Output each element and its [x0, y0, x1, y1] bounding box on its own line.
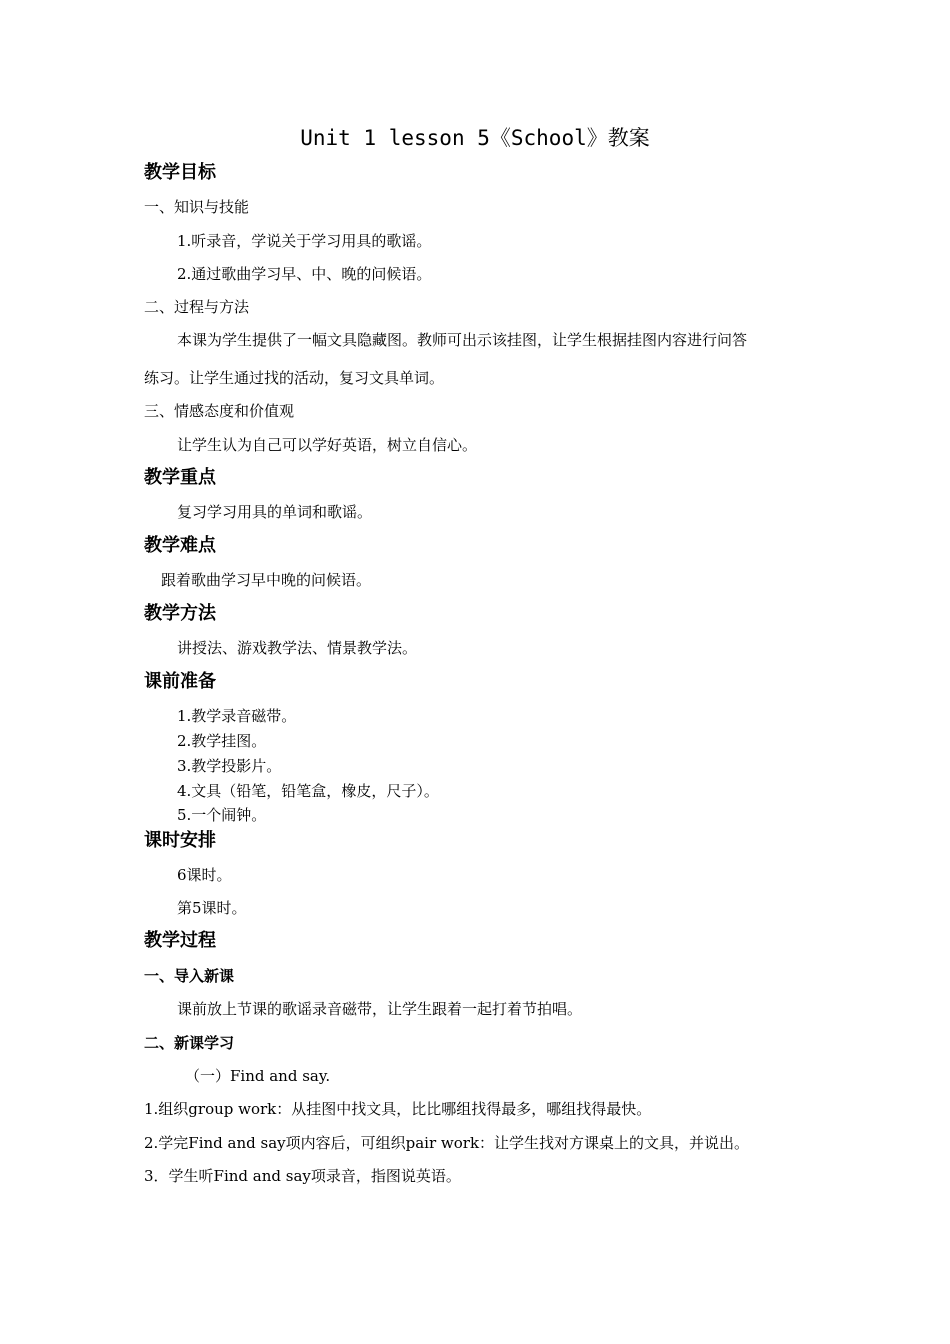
objectives-heading: 教学目标 — [144, 162, 216, 183]
list-item: 3.教学投影片。 — [177, 757, 282, 775]
attitude-values-heading: 三、情感态度和价值观 — [144, 402, 295, 420]
process-heading: 教学过程 — [144, 930, 216, 951]
process-method-heading: 二、过程与方法 — [144, 298, 250, 316]
step-heading: 二、新课学习 — [144, 1034, 235, 1052]
paragraph: 6课时。 — [177, 866, 232, 884]
preparation-heading: 课前准备 — [144, 671, 216, 692]
paragraph: 第5课时。 — [177, 899, 247, 917]
paragraph: 复习学习用具的单词和歌谣。 — [177, 503, 373, 521]
paragraph: 让学生认为自己可以学好英语，树立自信心。 — [177, 436, 478, 454]
step-heading: 一、导入新课 — [144, 967, 235, 985]
key-points-heading: 教学重点 — [144, 467, 216, 488]
paragraph: 课前放上节课的歌谣录音磁带，让学生跟着一起打着节拍唱。 — [177, 1000, 583, 1018]
list-item: 1.听录音，学说关于学习用具的歌谣。 — [177, 232, 432, 250]
list-item: 5.一个闹钟。 — [177, 806, 267, 824]
list-item: 1.教学录音磁带。 — [177, 707, 297, 725]
paragraph: 讲授法、游戏教学法、情景教学法。 — [177, 639, 418, 657]
list-item: 2.通过歌曲学习早、中、晚的问候语。 — [177, 265, 432, 283]
list-item: 4.文具（铅笔，铅笔盒，橡皮，尺子）。 — [177, 782, 439, 800]
paragraph-line: 练习。让学生通过找的活动，复习文具单词。 — [144, 369, 445, 387]
list-item: 2.学完Find and say项内容后，可组织pair work：让学生找对方课桌上的文具，并说出。 — [144, 1134, 750, 1152]
paragraph-line: 本课为学生提供了一幅文具隐藏图。教师可出示该挂图，让学生根据挂图内容进行问答 — [177, 331, 748, 349]
list-item: 1.组织group work：从挂图中找文具，比比哪组找得最多，哪组找得最快。 — [144, 1100, 652, 1118]
methods-heading: 教学方法 — [144, 603, 216, 624]
paragraph: 跟着歌曲学习早中晚的问候语。 — [161, 571, 372, 589]
difficulties-heading: 教学难点 — [144, 535, 216, 556]
document-title: Unit 1 lesson 5《School》教案 — [300, 126, 650, 150]
knowledge-skills-heading: 一、知识与技能 — [144, 198, 250, 216]
schedule-heading: 课时安排 — [144, 830, 216, 851]
list-item: 2.教学挂图。 — [177, 732, 267, 750]
sub-heading: （一）Find and say. — [185, 1067, 331, 1085]
list-item: 3．学生听Find and say项录音，指图说英语。 — [144, 1167, 461, 1185]
